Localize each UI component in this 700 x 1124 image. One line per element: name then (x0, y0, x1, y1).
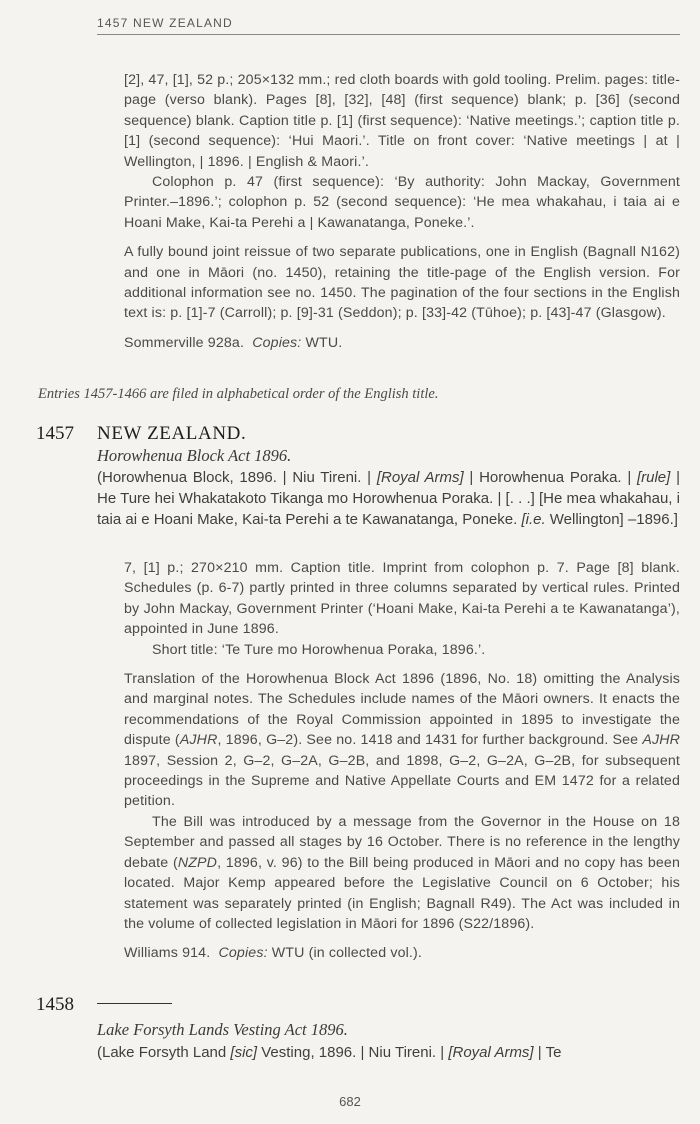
entry-heading: NEW ZEALAND. (97, 423, 247, 444)
copies-value: WTU. (305, 334, 343, 351)
copies-line (124, 333, 680, 353)
entry-number: 1457 (36, 423, 74, 444)
reference: Williams 914. (124, 945, 211, 962)
entry-body (124, 558, 680, 964)
physical-description: 7, [1] p.; 270×210 mm. Caption title. Imprint from colophon p. 7. Page [8] blank. Schedules (p. 6-7) partly printed in three columns separated by vertical rules. Printed by John Mackay, Government Printer (‘Hoani Make, Kai-ta Perehi a te Kawanatanga’), appointed in June 1896. (124, 560, 680, 638)
filing-note: Entries 1457-1466 are filed in alphabetical order of the English title. (38, 386, 439, 402)
title-transcription: (Horowhenua Block, 1896. | Niu Tireni. | [Royal Arms] | Horowhenua Poraka. | [rule] | He Ture hei Whakatakoto Tikanga mo Horowhenua Poraka. | [. . .] [He mea whakahau, i taia ai e Hoani Make, Kai-ta Perehi a te Kawanatanga, Poneke. [i.e. Wellington] –1896.] (97, 469, 680, 529)
title-transcription: (Lake Forsyth Land [sic] Vesting, 1896. | Niu Tireni. | [Royal Arms] | Te (97, 1044, 562, 1061)
repeat-heading-dash (97, 1003, 172, 1004)
header-rule (97, 34, 680, 35)
copies-line (124, 943, 680, 963)
royal-arms: [Royal Arms] (448, 1044, 534, 1061)
entry-title: Lake Forsyth Lands Vesting Act 1896. (97, 1020, 348, 1039)
short-title: Short title: ‘Te Ture mo Horowhenua Poraka, 1896.’. (152, 641, 486, 658)
sic-mark: [sic] (230, 1044, 258, 1061)
entry-title: Horowhenua Block Act 1896. (97, 446, 292, 465)
entry-note: Translation of the Horowhenua Block Act 1896 (1896, No. 18) omitting the Analysis and marginal notes. The Schedules include names of the Māori owners. It enacts the recommendations of the Royal Commission appointed in 1895 to investigate the dispute (AJHR, 1896, G–2). See no. 1418 and 1431 for further background. See AJHR 1897, Session 2, G–2, G–2A, G–2B, and 1898, G–2, G–2A, G–2B, for subsequent proceedings in the Supreme and Native Appellate Courts and EM 1472 for a related petition. (124, 671, 681, 810)
royal-arms: [Royal Arms] (376, 469, 464, 486)
continued-entry-1456 (124, 70, 680, 353)
colophon-note: Colophon p. 47 (first sequence): ‘By authority: John Mackay, Government Printer.–1896.’; colophon p. 52 (second sequence): ‘He mea whakahau, i taia ai e Hoani Make, Kai-ta Perehi a | Kawanatanga, Poneke.’. (124, 174, 680, 231)
rule-mark: [rule] (636, 469, 671, 486)
page-number: 682 (339, 1094, 361, 1109)
running-head: 1457 NEW ZEALAND (97, 16, 233, 30)
entry-note: The Bill was introduced by a message from the Governor in the House on 18 September and passed all stages by 16 October. There is no reference in the lengthy debate (NZPD, 1896, v. 96) to the Bill being produced in Māori and no copy has been located. Major Kemp appeared before the Legislative Council on 6 October; his statement was separately printed (in English; Bagnall R49). The Act was included in the volume of collected legislation in Māori for 1896 (S22/1896). (124, 813, 680, 932)
entry-number: 1458 (36, 994, 74, 1015)
ie-mark: [i.e. (521, 511, 546, 529)
reference: Sommerville 928a. (124, 334, 245, 351)
entry-note: A fully bound joint reissue of two separate publications, one in English (Bagnall N162) and one in Māori (no. 1450), retaining the title-page of the English version. For additional information see no. 1450. The pagination of the four sections in the English text is: p. [1]-7 (Carroll); p. [9]-31 (Seddon); p. [33]-42 (Tūhoe); p. [43]-47 (Glasgow). (124, 244, 680, 322)
copies-value: WTU (in collected vol.). (271, 945, 422, 962)
copies-label: Copies: (218, 945, 268, 962)
physical-description: [2], 47, [1], 52 p.; 205×132 mm.; red cloth boards with gold tooling. Prelim. pages: title-page (verso blank). Pages [8], [32], [48] (first sequence) blank; p. [36] (second sequence) blank. Caption title p. [1] (first sequence): ‘Native meetings.’; caption title p. [1] (second sequence): ‘Hui Maori.’. Title on front cover: ‘Native meetings | at | Wellington, | 1896. | English & Maori.’. (124, 72, 680, 170)
copies-label: Copies: (252, 334, 302, 351)
